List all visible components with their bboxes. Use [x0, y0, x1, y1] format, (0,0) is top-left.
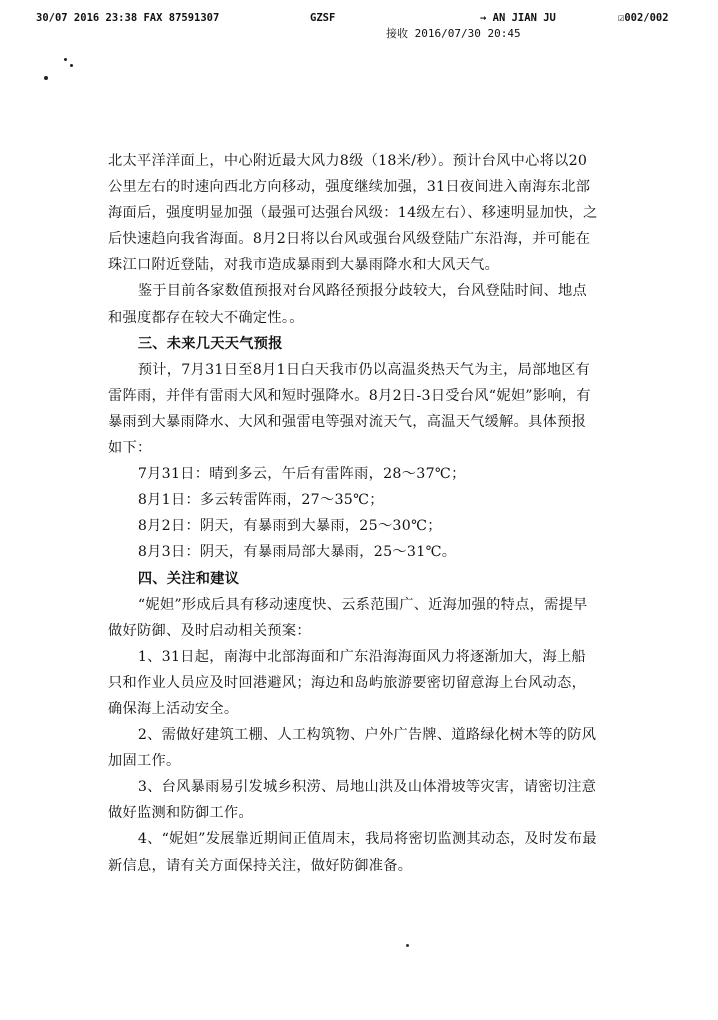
fax-datetime: 30/07 2016 23:38 FAX 87591307: [36, 12, 220, 24]
paragraph-typhoon-track: 北太平洋洋面上，中心附近最大风力8级（18米/秒）。预计台风中心将以20公里左右的时速向西北方向移动，强度继续加强，31日夜间进入南海东北部海面后，强度明显加强（最强可达强台风级：14级左右）、移速明显加快，之后快速趋向我省海面。8月2日将以台风或强台风级登陆广东沿海，并可能在珠江口附近登陆，对我市造成暴雨到大暴雨降水和大风天气。: [108, 153, 598, 274]
scan-speck: [64, 58, 67, 61]
fax-page-number: ☑002/002: [618, 12, 669, 24]
paragraph-uncertainty: 鉴于目前各家数值预报对台风路径预报分歧较大，台风登陆时间、地点和强度都存在较大不确定性。。: [108, 283, 587, 326]
forecast-day-item: 8月2日：阴天，有暴雨到大暴雨，25～30℃；: [137, 518, 442, 535]
paragraph-forecast-intro: 预计，7月31日至8月1日白天我市仍以高温炎热天气为主，局部地区有雷阵雨，并伴有雷雨大风和短时强降水。8月2日-3日受台风“妮妲”影响，有暴雨到大暴雨降水、大风和强雷电等强对流天气，高温天气缓解。具体预报如下：: [108, 361, 591, 457]
fax-sender: → AN JIAN JU: [480, 12, 556, 24]
scan-speck: [70, 64, 73, 67]
forecast-day-item: 8月3日：阴天，有暴雨局部大暴雨，25～31℃。: [137, 544, 457, 561]
section-heading-advice: 四、关注和建议: [137, 570, 240, 587]
advice-item: 1、31日起，南海中北部海面和广东沿海海面风力将逐渐加大，海上船只和作业人员应及时回港避风；海边和岛屿旅游要密切留意海上台风动态，确保海上活动安全。: [108, 648, 587, 717]
document-body: [108, 148, 598, 879]
fax-header: [0, 8, 718, 42]
advice-item: 2、需做好建筑工棚、人工构筑物、户外广告牌、道路绿化树木等的防风加固工作。: [108, 727, 597, 770]
section-heading-forecast: 三、未来几天天气预报: [137, 335, 283, 352]
advice-item: 4、“妮妲”发展靠近期间正值周末，我局将密切监测其动态，及时发布最新信息，请有关方面保持关注，做好防御准备。: [108, 831, 597, 874]
fax-station: GZSF: [310, 12, 336, 24]
scan-speck: [406, 944, 409, 947]
forecast-day-item: 7月31日：晴到多云，午后有雷阵雨，28～37℃；: [137, 466, 466, 483]
fax-received-time: 接收 2016/07/30 20:45: [386, 27, 521, 40]
paragraph-advice-intro: “妮妲”形成后具有移动速度快、云系范围广、近海加强的特点，需提早做好防御、及时启动相关预案：: [108, 596, 588, 639]
forecast-day-item: 8月1日：多云转雷阵雨，27～35℃；: [137, 492, 384, 509]
scan-speck: [44, 76, 48, 80]
advice-item: 3、台风暴雨易引发城乡积涝、局地山洪及山体滑坡等灾害，请密切注意做好监测和防御工作。: [108, 779, 597, 822]
